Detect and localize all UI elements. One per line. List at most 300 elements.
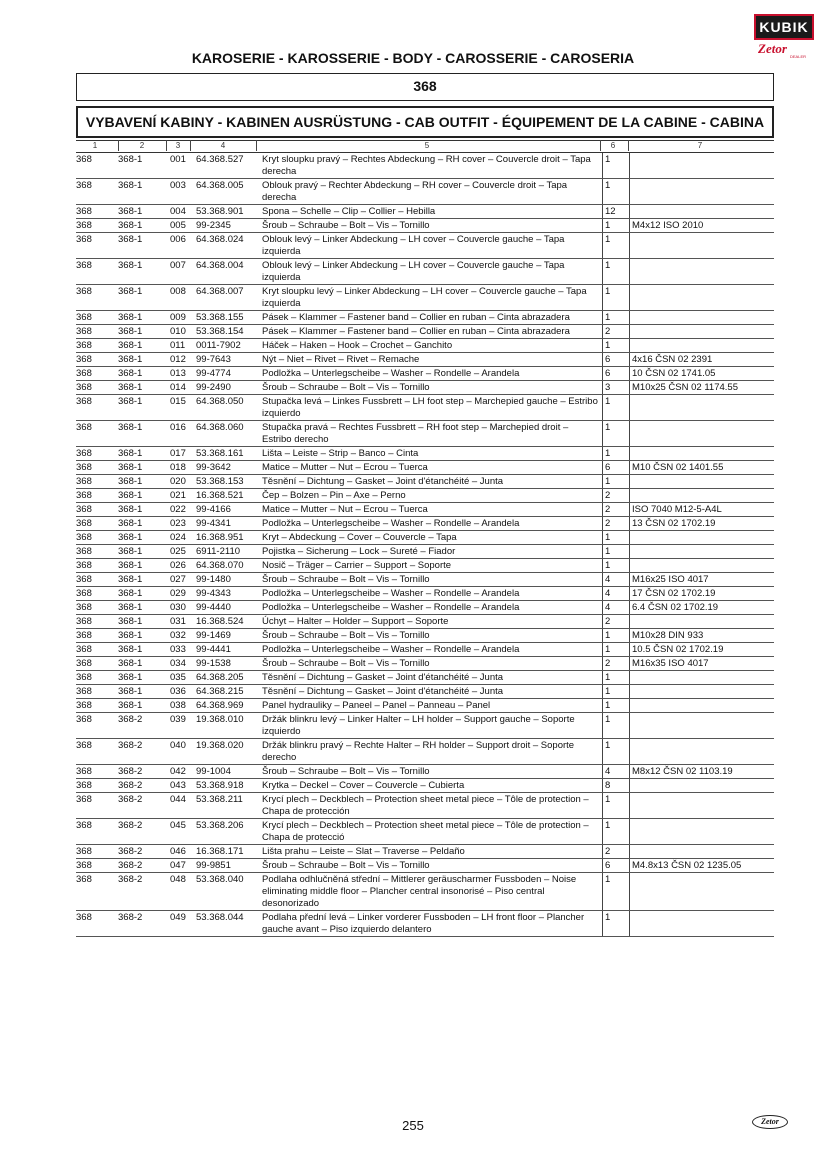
description-cell: Držák blinkru levý – Linker Halter – LH holder – Support gauche – Soporte izquierdo <box>260 713 603 739</box>
quantity-cell: 1 <box>603 259 630 285</box>
quantity-cell: 1 <box>603 179 630 205</box>
description-cell: Oblouk pravý – Rechter Abdeckung – RH cover – Couvercle droit – Tapa derecha <box>260 179 603 205</box>
description-cell: Matice – Mutter – Nut – Ecrou – Tuerca <box>260 503 603 517</box>
note-cell <box>630 699 775 713</box>
figure-cell: 368-1 <box>116 233 168 259</box>
position-cell: 001 <box>168 153 194 179</box>
quantity-cell: 2 <box>603 517 630 531</box>
part-number-cell: 64.368.070 <box>194 559 260 573</box>
column-divider <box>190 140 191 151</box>
table-row <box>76 911 774 937</box>
table-row <box>76 259 774 285</box>
description-cell: Podlaha přední levá – Linker vorderer Fussboden – LH front floor – Plancher gauche avant – Piso izquierdo delantero <box>260 911 603 937</box>
note-cell: M4.8x13 ČSN 02 1235.05 <box>630 859 775 873</box>
page-title: KAROSERIE - KAROSSERIE - BODY - CAROSSERIE - CAROSERIA <box>191 50 635 66</box>
part-number-cell: 99-4774 <box>194 367 260 381</box>
quantity-cell: 2 <box>603 325 630 339</box>
figure-cell: 368-2 <box>116 819 168 845</box>
part-number-cell: 99-4441 <box>194 643 260 657</box>
figure-cell: 368-1 <box>116 353 168 367</box>
parts-table <box>76 153 774 937</box>
quantity-cell: 8 <box>603 779 630 793</box>
part-number-cell: 16.368.951 <box>194 531 260 545</box>
part-number-cell: 53.368.206 <box>194 819 260 845</box>
note-cell <box>630 819 775 845</box>
figure-cell: 368-1 <box>116 699 168 713</box>
page-number: 255 <box>402 1118 424 1133</box>
position-cell: 010 <box>168 325 194 339</box>
note-cell <box>630 311 775 325</box>
position-cell: 020 <box>168 475 194 489</box>
group-cell: 368 <box>76 739 116 765</box>
figure-cell: 368-2 <box>116 765 168 779</box>
note-cell: M8x12 ČSN 02 1103.19 <box>630 765 775 779</box>
part-number-cell: 53.368.901 <box>194 205 260 219</box>
quantity-cell: 2 <box>603 845 630 859</box>
part-number-cell: 99-2345 <box>194 219 260 233</box>
quantity-cell: 1 <box>603 395 630 421</box>
group-cell: 368 <box>76 325 116 339</box>
note-cell <box>630 713 775 739</box>
position-cell: 005 <box>168 219 194 233</box>
description-cell: Podložka – Unterlegscheibe – Washer – Rondelle – Arandela <box>260 587 603 601</box>
table-row <box>76 311 774 325</box>
group-cell: 368 <box>76 311 116 325</box>
group-cell: 368 <box>76 153 116 179</box>
part-number-cell: 6911-2110 <box>194 545 260 559</box>
group-cell: 368 <box>76 545 116 559</box>
position-cell: 004 <box>168 205 194 219</box>
note-cell: 17 ČSN 02 1702.19 <box>630 587 775 601</box>
position-cell: 036 <box>168 685 194 699</box>
figure-cell: 368-1 <box>116 311 168 325</box>
figure-cell: 368-1 <box>116 615 168 629</box>
description-cell: Kryt sloupku levý – Linker Abdeckung – LH cover – Couvercle gauche – Tapa izquierda <box>260 285 603 311</box>
group-cell: 368 <box>76 339 116 353</box>
figure-cell: 368-1 <box>116 685 168 699</box>
table-row <box>76 489 774 503</box>
group-cell: 368 <box>76 381 116 395</box>
position-cell: 013 <box>168 367 194 381</box>
group-cell: 368 <box>76 643 116 657</box>
part-number-cell: 19.368.020 <box>194 739 260 765</box>
description-cell: Těsnění – Dichtung – Gasket – Joint d'étanchéité – Junta <box>260 685 603 699</box>
group-cell: 368 <box>76 367 116 381</box>
description-cell: Krycí plech – Deckblech – Protection sheet metal piece – Tôle de protection – Chapa de protecció <box>260 819 603 845</box>
position-cell: 044 <box>168 793 194 819</box>
part-number-cell: 53.368.161 <box>194 447 260 461</box>
table-row <box>76 339 774 353</box>
part-number-cell: 99-4440 <box>194 601 260 615</box>
figure-cell: 368-1 <box>116 325 168 339</box>
group-cell: 368 <box>76 205 116 219</box>
note-cell <box>630 793 775 819</box>
quantity-cell: 1 <box>603 699 630 713</box>
note-cell <box>630 531 775 545</box>
position-cell: 021 <box>168 489 194 503</box>
table-row <box>76 601 774 615</box>
zetor-footer-logo: Zetor <box>752 1115 788 1129</box>
figure-cell: 368-1 <box>116 559 168 573</box>
part-number-cell: 53.368.153 <box>194 475 260 489</box>
position-cell: 024 <box>168 531 194 545</box>
part-number-cell: 0011-7902 <box>194 339 260 353</box>
figure-cell: 368-2 <box>116 859 168 873</box>
group-cell: 368 <box>76 629 116 643</box>
column-header: 2 <box>139 141 145 150</box>
position-cell: 007 <box>168 259 194 285</box>
note-cell: 10 ČSN 02 1741.05 <box>630 367 775 381</box>
part-number-cell: 99-4166 <box>194 503 260 517</box>
description-cell: Matice – Mutter – Nut – Ecrou – Tuerca <box>260 461 603 475</box>
description-cell: Pásek – Klammer – Fastener band – Collier en ruban – Cinta abrazadera <box>260 325 603 339</box>
kubik-logo-text: KUBIK <box>754 14 814 40</box>
figure-cell: 368-1 <box>116 489 168 503</box>
description-cell: Stupačka levá – Linkes Fussbrett – LH foot step – Marchepied gauche – Estribo izquierdo <box>260 395 603 421</box>
quantity-cell: 1 <box>603 643 630 657</box>
part-number-cell: 53.368.155 <box>194 311 260 325</box>
quantity-cell: 1 <box>603 233 630 259</box>
note-cell <box>630 873 775 911</box>
description-cell: Podlaha odhlučněná střední – Mittlerer geräuscharmer Fussboden – Noise eliminating middle floor – Plancher central insonorisé – Piso central desonorizado <box>260 873 603 911</box>
description-cell: Spona – Schelle – Clip – Collier – Hebilla <box>260 205 603 219</box>
table-row <box>76 205 774 219</box>
part-number-cell: 99-7643 <box>194 353 260 367</box>
figure-cell: 368-1 <box>116 573 168 587</box>
quantity-cell: 1 <box>603 421 630 447</box>
quantity-cell: 1 <box>603 629 630 643</box>
quantity-cell: 4 <box>603 573 630 587</box>
position-cell: 031 <box>168 615 194 629</box>
figure-cell: 368-1 <box>116 205 168 219</box>
figure-cell: 368-1 <box>116 671 168 685</box>
quantity-cell: 1 <box>603 153 630 179</box>
figure-cell: 368-1 <box>116 259 168 285</box>
figure-cell: 368-1 <box>116 461 168 475</box>
figure-cell: 368-1 <box>116 517 168 531</box>
group-cell: 368 <box>76 819 116 845</box>
table-row <box>76 845 774 859</box>
quantity-cell: 3 <box>603 381 630 395</box>
figure-cell: 368-1 <box>116 545 168 559</box>
note-cell: 13 ČSN 02 1702.19 <box>630 517 775 531</box>
table-row <box>76 421 774 447</box>
table-row <box>76 461 774 475</box>
quantity-cell: 1 <box>603 545 630 559</box>
table-row <box>76 475 774 489</box>
note-cell: M16x25 ISO 4017 <box>630 573 775 587</box>
figure-cell: 368-1 <box>116 643 168 657</box>
group-cell: 368 <box>76 911 116 937</box>
group-cell: 368 <box>76 395 116 421</box>
description-cell: Lišta – Leiste – Strip – Banco – Cinta <box>260 447 603 461</box>
part-number-cell: 19.368.010 <box>194 713 260 739</box>
group-cell: 368 <box>76 601 116 615</box>
quantity-cell: 4 <box>603 587 630 601</box>
position-cell: 027 <box>168 573 194 587</box>
column-header-row <box>76 140 774 153</box>
table-row <box>76 615 774 629</box>
note-cell <box>630 489 775 503</box>
description-cell: Šroub – Schraube – Bolt – Vis – Tornillo <box>260 859 603 873</box>
group-cell: 368 <box>76 713 116 739</box>
note-cell: M4x12 ISO 2010 <box>630 219 775 233</box>
group-cell: 368 <box>76 793 116 819</box>
group-cell: 368 <box>76 233 116 259</box>
quantity-cell: 1 <box>603 447 630 461</box>
quantity-cell: 4 <box>603 765 630 779</box>
position-cell: 006 <box>168 233 194 259</box>
description-cell: Úchyt – Halter – Holder – Support – Soporte <box>260 615 603 629</box>
group-cell: 368 <box>76 671 116 685</box>
group-cell: 368 <box>76 503 116 517</box>
table-row <box>76 765 774 779</box>
figure-cell: 368-1 <box>116 285 168 311</box>
column-divider <box>600 140 601 151</box>
note-cell: 6.4 ČSN 02 1702.19 <box>630 601 775 615</box>
part-number-cell: 64.368.205 <box>194 671 260 685</box>
quantity-cell: 6 <box>603 461 630 475</box>
table-row <box>76 531 774 545</box>
position-cell: 034 <box>168 657 194 671</box>
position-cell: 029 <box>168 587 194 601</box>
description-cell: Šroub – Schraube – Bolt – Vis – Tornillo <box>260 629 603 643</box>
quantity-cell: 1 <box>603 671 630 685</box>
note-cell <box>630 615 775 629</box>
description-cell: Podložka – Unterlegscheibe – Washer – Rondelle – Arandela <box>260 643 603 657</box>
note-cell <box>630 845 775 859</box>
note-cell <box>630 447 775 461</box>
figure-cell: 368-1 <box>116 339 168 353</box>
position-cell: 033 <box>168 643 194 657</box>
group-cell: 368 <box>76 587 116 601</box>
description-cell: Lišta prahu – Leiste – Slat – Traverse – Peldaño <box>260 845 603 859</box>
quantity-cell: 1 <box>603 285 630 311</box>
part-number-cell: 64.368.007 <box>194 285 260 311</box>
quantity-cell: 1 <box>603 559 630 573</box>
description-cell: Těsnění – Dichtung – Gasket – Joint d'étanchéité – Junta <box>260 671 603 685</box>
note-cell <box>630 671 775 685</box>
column-header: 6 <box>610 141 616 150</box>
note-cell <box>630 685 775 699</box>
description-cell: Oblouk levý – Linker Abdeckung – LH cover – Couvercle gauche – Tapa izquierda <box>260 233 603 259</box>
note-cell: M10x25 ČSN 02 1174.55 <box>630 381 775 395</box>
description-cell: Krycí plech – Deckblech – Protection sheet metal piece – Tôle de protection – Chapa de protección <box>260 793 603 819</box>
table-row <box>76 447 774 461</box>
table-row <box>76 699 774 713</box>
position-cell: 046 <box>168 845 194 859</box>
column-divider <box>628 140 629 151</box>
group-cell: 368 <box>76 489 116 503</box>
table-row <box>76 559 774 573</box>
figure-cell: 368-1 <box>116 601 168 615</box>
quantity-cell: 1 <box>603 339 630 353</box>
position-cell: 011 <box>168 339 194 353</box>
figure-cell: 368-1 <box>116 421 168 447</box>
table-row <box>76 179 774 205</box>
description-cell: Šroub – Schraube – Bolt – Vis – Tornillo <box>260 657 603 671</box>
part-number-cell: 53.368.918 <box>194 779 260 793</box>
figure-cell: 368-1 <box>116 395 168 421</box>
quantity-cell: 2 <box>603 615 630 629</box>
column-divider <box>118 140 119 151</box>
figure-cell: 368-1 <box>116 381 168 395</box>
part-number-cell: 64.368.024 <box>194 233 260 259</box>
group-cell: 368 <box>76 421 116 447</box>
figure-cell: 368-1 <box>116 475 168 489</box>
quantity-cell: 2 <box>603 503 630 517</box>
note-cell <box>630 339 775 353</box>
table-row <box>76 353 774 367</box>
description-cell: Nosič – Träger – Carrier – Support – Soporte <box>260 559 603 573</box>
description-cell: Podložka – Unterlegscheibe – Washer – Rondelle – Arandela <box>260 601 603 615</box>
table-row <box>76 685 774 699</box>
position-cell: 015 <box>168 395 194 421</box>
position-cell: 045 <box>168 819 194 845</box>
figure-cell: 368-1 <box>116 587 168 601</box>
column-divider <box>166 140 167 151</box>
group-cell: 368 <box>76 765 116 779</box>
position-cell: 032 <box>168 629 194 643</box>
table-row <box>76 739 774 765</box>
group-cell: 368 <box>76 699 116 713</box>
description-cell: Háček – Haken – Hook – Crochet – Ganchito <box>260 339 603 353</box>
group-cell: 368 <box>76 461 116 475</box>
quantity-cell: 1 <box>603 739 630 765</box>
figure-cell: 368-1 <box>116 179 168 205</box>
position-cell: 008 <box>168 285 194 311</box>
description-cell: Šroub – Schraube – Bolt – Vis – Tornillo <box>260 765 603 779</box>
description-cell: Pojistka – Sicherung – Lock – Sureté – Fiador <box>260 545 603 559</box>
table-row <box>76 545 774 559</box>
quantity-cell: 1 <box>603 819 630 845</box>
description-cell: Oblouk levý – Linker Abdeckung – LH cover – Couvercle gauche – Tapa izquierda <box>260 259 603 285</box>
part-number-cell: 99-2490 <box>194 381 260 395</box>
note-cell: M16x35 ISO 4017 <box>630 657 775 671</box>
description-cell: Kryt sloupku pravý – Rechtes Abdeckung – RH cover – Couvercle droit – Tapa derecha <box>260 153 603 179</box>
part-number-cell: 99-3642 <box>194 461 260 475</box>
part-number-cell: 99-1469 <box>194 629 260 643</box>
quantity-cell: 1 <box>603 873 630 911</box>
note-cell <box>630 739 775 765</box>
position-cell: 048 <box>168 873 194 911</box>
part-number-cell: 99-1004 <box>194 765 260 779</box>
position-cell: 030 <box>168 601 194 615</box>
position-cell: 018 <box>168 461 194 475</box>
description-cell: Pásek – Klammer – Fastener band – Collier en ruban – Cinta abrazadera <box>260 311 603 325</box>
quantity-cell: 1 <box>603 793 630 819</box>
table-row <box>76 573 774 587</box>
part-number-cell: 64.368.060 <box>194 421 260 447</box>
figure-cell: 368-1 <box>116 629 168 643</box>
table-row <box>76 819 774 845</box>
position-cell: 016 <box>168 421 194 447</box>
group-cell: 368 <box>76 559 116 573</box>
table-row <box>76 219 774 233</box>
position-cell: 049 <box>168 911 194 937</box>
position-cell: 017 <box>168 447 194 461</box>
table-row <box>76 859 774 873</box>
note-cell: M10 ČSN 02 1401.55 <box>630 461 775 475</box>
group-cell: 368 <box>76 615 116 629</box>
note-cell <box>630 395 775 421</box>
table-row <box>76 587 774 601</box>
figure-cell: 368-2 <box>116 793 168 819</box>
part-number-cell: 64.368.004 <box>194 259 260 285</box>
note-cell <box>630 205 775 219</box>
quantity-cell: 1 <box>603 713 630 739</box>
part-number-cell: 53.368.154 <box>194 325 260 339</box>
description-cell: Kryt – Abdeckung – Cover – Couvercle – Tapa <box>260 531 603 545</box>
description-cell: Šroub – Schraube – Bolt – Vis – Tornillo <box>260 573 603 587</box>
part-number-cell: 99-9851 <box>194 859 260 873</box>
quantity-cell: 1 <box>603 531 630 545</box>
note-cell: 4x16 ČSN 02 2391 <box>630 353 775 367</box>
figure-cell: 368-1 <box>116 531 168 545</box>
position-cell: 043 <box>168 779 194 793</box>
description-cell: Držák blinkru pravý – Rechte Halter – RH holder – Support droit – Soporte derecho <box>260 739 603 765</box>
position-cell: 012 <box>168 353 194 367</box>
figure-cell: 368-2 <box>116 779 168 793</box>
description-cell: Šroub – Schraube – Bolt – Vis – Tornillo <box>260 219 603 233</box>
description-cell: Šroub – Schraube – Bolt – Vis – Tornillo <box>260 381 603 395</box>
description-cell: Těsnění – Dichtung – Gasket – Joint d'étanchéité – Junta <box>260 475 603 489</box>
quantity-cell: 2 <box>603 657 630 671</box>
position-cell: 025 <box>168 545 194 559</box>
part-number-cell: 53.368.044 <box>194 911 260 937</box>
note-cell <box>630 259 775 285</box>
group-cell: 368 <box>76 475 116 489</box>
section-subtitle: VYBAVENÍ KABINY - KABINEN AUSRÜSTUNG - CAB OUTFIT - ÉQUIPEMENT DE LA CABINE - CABINA <box>76 106 774 138</box>
dealer-logo-text: DEALER <box>790 54 807 59</box>
table-row <box>76 873 774 911</box>
group-cell: 368 <box>76 859 116 873</box>
table-row <box>76 671 774 685</box>
group-cell: 368 <box>76 657 116 671</box>
position-cell: 003 <box>168 179 194 205</box>
note-cell <box>630 179 775 205</box>
group-cell: 368 <box>76 845 116 859</box>
part-number-cell: 99-4343 <box>194 587 260 601</box>
zetor-logo-text: Zetor <box>758 41 787 56</box>
quantity-cell: 1 <box>603 685 630 699</box>
note-cell <box>630 475 775 489</box>
figure-cell: 368-1 <box>116 657 168 671</box>
note-cell <box>630 325 775 339</box>
note-cell <box>630 779 775 793</box>
quantity-cell: 1 <box>603 219 630 233</box>
figure-cell: 368-1 <box>116 153 168 179</box>
group-cell: 368 <box>76 531 116 545</box>
position-cell: 023 <box>168 517 194 531</box>
note-cell <box>630 545 775 559</box>
part-number-cell: 16.368.521 <box>194 489 260 503</box>
group-cell: 368 <box>76 179 116 205</box>
note-cell: M10x28 DIN 933 <box>630 629 775 643</box>
table-row <box>76 657 774 671</box>
group-cell: 368 <box>76 517 116 531</box>
description-cell: Podložka – Unterlegscheibe – Washer – Rondelle – Arandela <box>260 517 603 531</box>
figure-cell: 368-1 <box>116 503 168 517</box>
group-cell: 368 <box>76 779 116 793</box>
table-row <box>76 395 774 421</box>
part-number-cell: 53.368.040 <box>194 873 260 911</box>
table-row <box>76 643 774 657</box>
note-cell <box>630 233 775 259</box>
note-cell <box>630 421 775 447</box>
column-divider <box>256 140 257 151</box>
figure-cell: 368-2 <box>116 873 168 911</box>
